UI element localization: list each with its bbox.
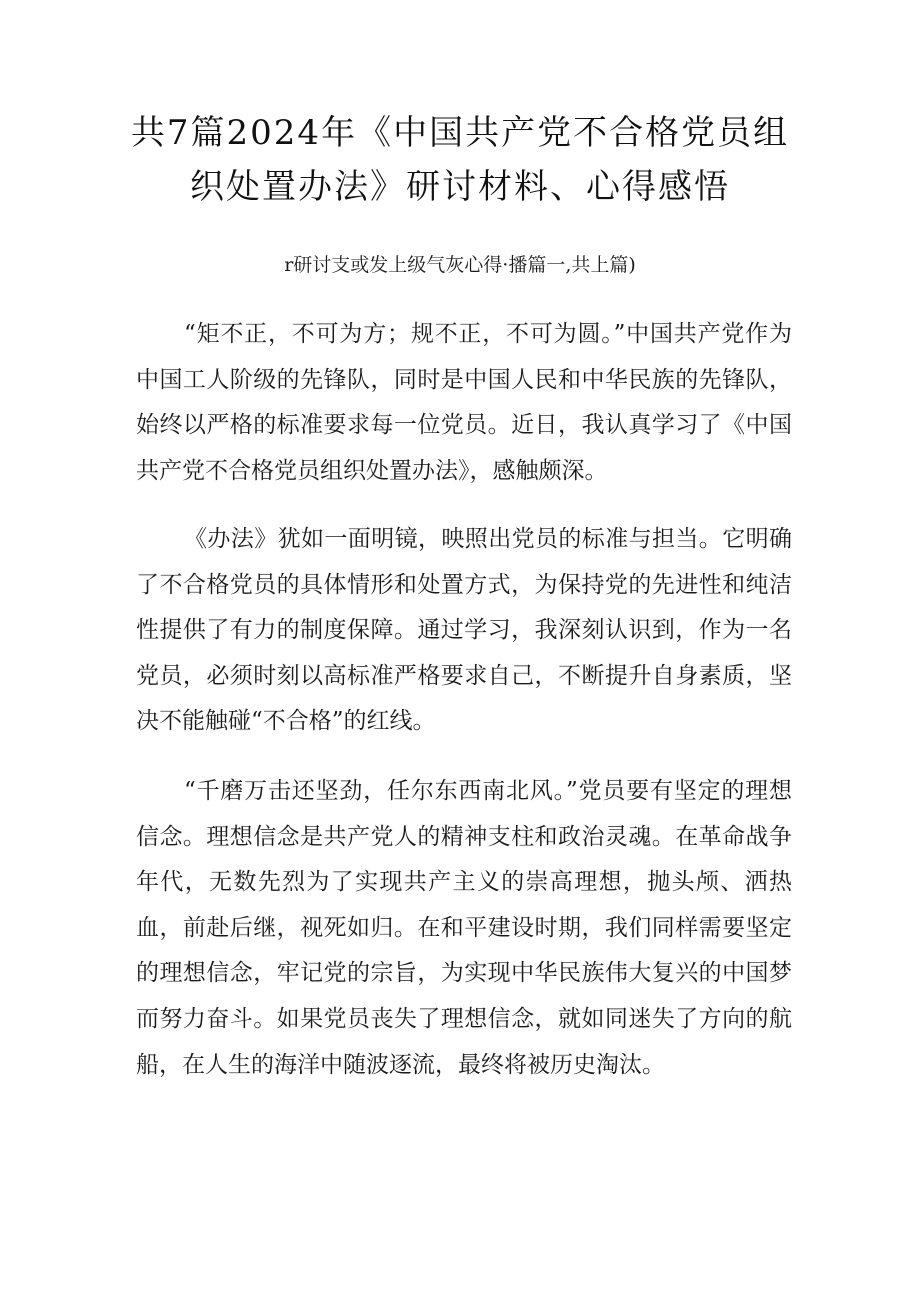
- body-paragraph-2: 《办法》犹如一面明镜，映照出党员的标准与担当。它明确了不合格党员的具体情形和处置方式，为保持党的先进性和纯洁性提供了有力的制度保障。通过学习，我深刻认识到，作为一名党员，必须时刻以高标准严格要求自己，不断提升自身素质，坚决不能触碰“不合格”的红线。: [136, 526, 792, 735]
- body-paragraph-3: “千磨万击还坚劲，任尔东西南北风。”党员要有坚定的理想信念。理想信念是共产党人的精神支柱和政治灵魂。在革命战争年代，无数先烈为了实现共产主义的崇高理想，抛头颅、洒热血，前赴后继，视死如归。在和平建设时期，我们同样需要坚定的理想信念，牢记党的宗旨，为实现中华民族伟大复兴的中国梦而努力奋斗。如果党员丧失了理想信念，就如同迷失了方向的航船，在人生的海洋中随波逐流，最终将被历史淘汰。: [136, 778, 792, 1078]
- body-paragraph-1: “矩不正，不可为方；规不正，不可为圆。”中国共产党作为中国工人阶级的先锋队，同时是中国人民和中华民族的先锋队，始终以严格的标准要求每一位党员。近日，我认真学习了《中国共产党不合格党员组织处置办法》，感触颇深。: [136, 321, 792, 484]
- document-title: [100, 106, 820, 214]
- title-line-2: 织处置办法》研讨材料、心得感悟: [190, 167, 730, 207]
- title-line-1: 共7篇2024年《中国共产党不合格党员组: [130, 113, 790, 153]
- document-subtitle: r研讨支或发上级气灰心得·播篇一,共上篇): [284, 254, 636, 276]
